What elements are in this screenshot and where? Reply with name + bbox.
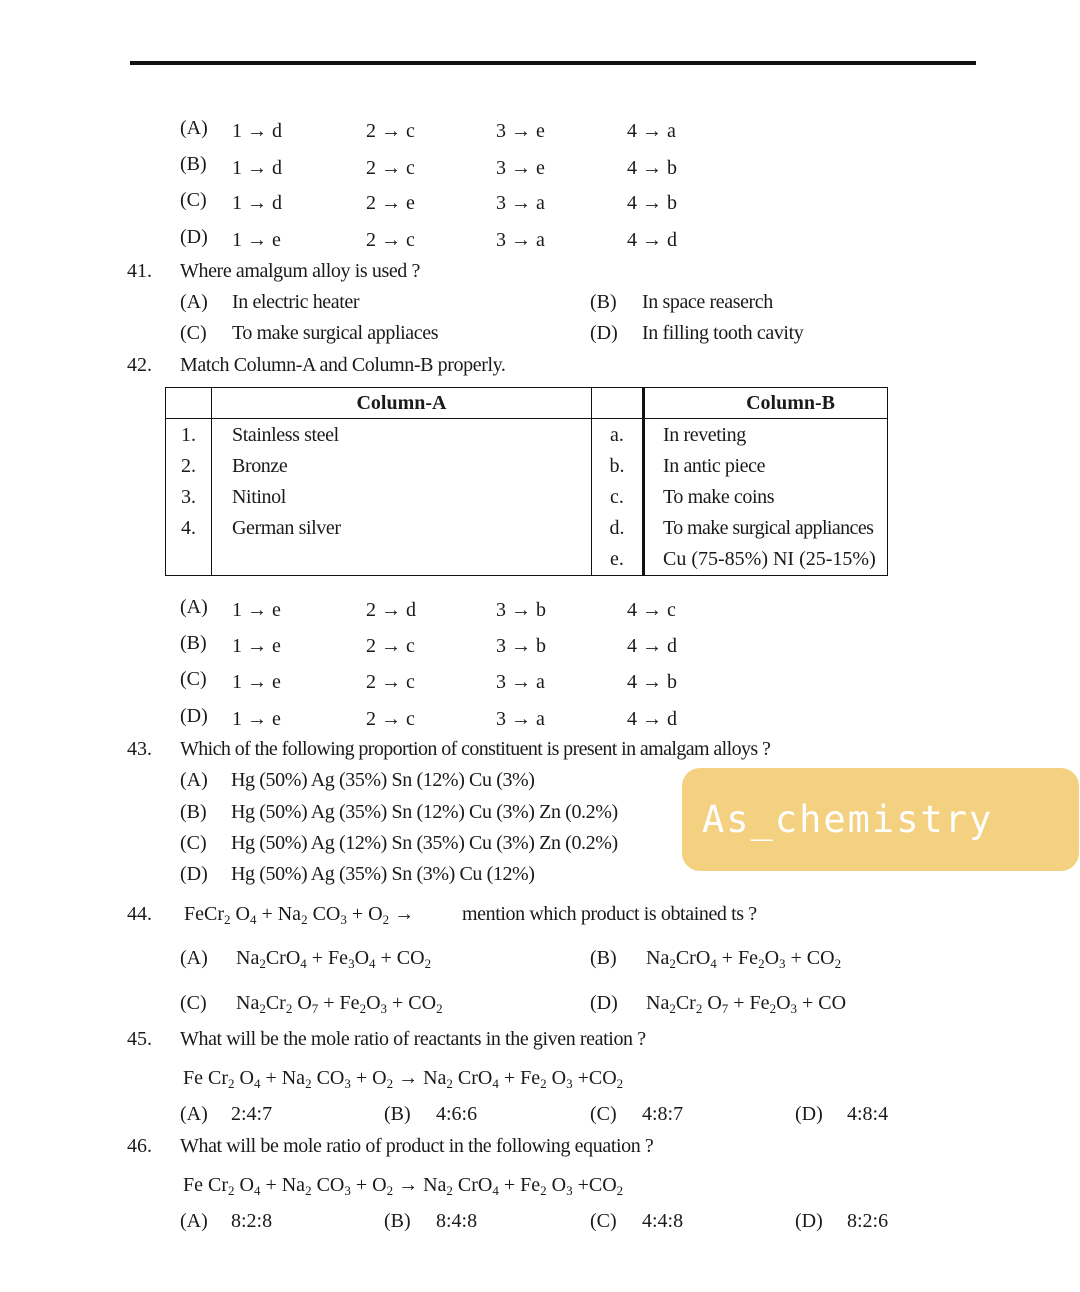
table-row	[166, 543, 888, 576]
option-label: (D)	[180, 226, 208, 248]
option-label: (B)	[180, 153, 207, 175]
match-pair: 1 → e	[232, 229, 281, 251]
option-label: (C)	[590, 1210, 617, 1232]
option-text: 8:4:8	[436, 1210, 478, 1232]
match-pair: 3 → e	[496, 120, 545, 142]
row-letter: b.	[592, 450, 644, 481]
match-pair: 2 → c	[366, 120, 415, 142]
row-number: 1.	[166, 419, 212, 451]
option-label: (D)	[795, 1210, 823, 1232]
reaction-equation: Fe $Cr_2$ $O_4 + Na_2$ $CO_3 + O_2 \to Na_2$ $CrO_4 + Fe_2$ $O_3 +CO_2$	[183, 1174, 624, 1198]
question-number: 43.	[127, 738, 152, 760]
column-a-cell: Stainless steel	[212, 419, 592, 451]
option-text: Hg (50%) Ag (35%) Sn (12%) Cu (3%) Zn (0.2%)	[231, 801, 618, 823]
option-text: Hg (50%) Ag (12%) Sn (35%) Cu (3%) Zn (0.2%)	[231, 832, 618, 854]
question-text: mention which product is obtained ts ?	[462, 903, 757, 925]
question-number: 42.	[127, 354, 152, 376]
match-pair: 1 → e	[232, 599, 281, 621]
column-b-header: Column-B	[644, 388, 888, 419]
option-text: 4:4:8	[642, 1210, 684, 1232]
option-text: 8:2:6	[847, 1210, 889, 1232]
match-pair: 4 → b	[627, 192, 677, 214]
option-label: (C)	[590, 1103, 617, 1125]
match-pair: 1 → d	[232, 120, 282, 142]
match-pair: 2 → d	[366, 599, 416, 621]
option-text: In space reaserch	[642, 291, 773, 313]
match-pair: 2 → c	[366, 708, 415, 730]
match-pair: 2 → e	[366, 192, 415, 214]
question-number: 45.	[127, 1028, 152, 1050]
match-pair: 3 → a	[496, 229, 545, 251]
match-pair: 3 → b	[496, 635, 546, 657]
option-text: In filling tooth cavity	[642, 322, 804, 344]
match-pair: 3 → a	[496, 708, 545, 730]
option-label: (D)	[590, 322, 618, 344]
option-label: (B)	[384, 1103, 411, 1125]
row-number	[166, 543, 212, 576]
match-pair: 4 → d	[627, 229, 677, 251]
question-number: 44.	[127, 903, 152, 925]
row-letter: c.	[592, 481, 644, 512]
option-text: 8:2:8	[231, 1210, 273, 1232]
option-formula: $Na_2Cr_2$ $O_7 + Fe_2O_3 + CO_2$	[236, 992, 443, 1016]
column-b-cell: In reveting	[663, 423, 746, 446]
option-text: 4:8:4	[847, 1103, 889, 1125]
option-formula: $Na_2CrO_4 + Fe_3O_4 + CO_2$	[236, 947, 432, 971]
question-text: Where amalgum alloy is used ?	[180, 260, 420, 282]
option-formula: $Na_2Cr_2$ $O_7 + Fe_2O_3$ + CO	[646, 992, 847, 1016]
match-pair: 1 → e	[232, 671, 281, 693]
option-label: (A)	[180, 1210, 208, 1232]
match-pair: 1 → d	[232, 192, 282, 214]
table-row	[166, 481, 888, 512]
question-text: Match Column-A and Column-B properly.	[180, 354, 506, 376]
match-pair: 1 → d	[232, 157, 282, 179]
option-label: (D)	[180, 863, 208, 885]
option-label: (C)	[180, 189, 207, 211]
option-label: (B)	[590, 947, 617, 969]
match-pair: 3 → b	[496, 599, 546, 621]
option-label: (A)	[180, 769, 208, 791]
column-a-cell	[212, 543, 592, 576]
option-label: (D)	[795, 1103, 823, 1125]
option-text: In electric heater	[232, 291, 360, 313]
match-pair: 3 → a	[496, 671, 545, 693]
option-label: (C)	[180, 832, 207, 854]
column-b-cell: To make coins	[663, 485, 775, 508]
row-number: 4.	[166, 512, 212, 543]
question-number: 46.	[127, 1135, 152, 1157]
option-label: (A)	[180, 596, 208, 618]
option-label: (A)	[180, 117, 208, 139]
row-number: 2.	[166, 450, 212, 481]
option-label: (A)	[180, 291, 208, 313]
match-pair: 3 → e	[496, 157, 545, 179]
option-text: 4:8:7	[642, 1103, 684, 1125]
match-pair: 2 → c	[366, 229, 415, 251]
question-text: What will be mole ratio of product in the following equation ?	[180, 1135, 654, 1157]
column-b-cell: Cu (75-85%) NI (25-15%)	[663, 548, 876, 570]
column-a-cell: Nitinol	[212, 481, 592, 512]
reaction-equation: FeCr$_2$ $O_4 + Na_2$ $CO_3 + O_2$ →	[184, 903, 415, 927]
table-row	[166, 419, 888, 451]
column-a-header: Column-A	[212, 388, 592, 419]
match-pair: 2 → c	[366, 671, 415, 693]
match-pair: 4 → d	[627, 708, 677, 730]
option-text: 4:6:6	[436, 1103, 478, 1125]
match-pair: 2 → c	[366, 635, 415, 657]
option-text: Hg (50%) Ag (35%) Sn (12%) Cu (3%)	[231, 769, 535, 791]
question-text: Which of the following proportion of constituent is present in amalgam alloys ?	[180, 738, 771, 760]
reaction-equation: Fe $Cr_2$ $O_4 + Na_2$ $CO_3 + O_2 \to Na_2$ $CrO_4 + Fe_2$ $O_3 +CO_2$	[183, 1067, 624, 1091]
table-header	[166, 388, 888, 419]
column-a-cell: Bronze	[212, 450, 592, 481]
option-label: (C)	[180, 322, 207, 344]
match-pair: 4 → b	[627, 671, 677, 693]
match-pair: 4 → c	[627, 599, 676, 621]
option-label: (D)	[590, 992, 618, 1014]
row-letter: a.	[592, 419, 644, 451]
option-label: (D)	[180, 705, 208, 727]
watermark-badge	[682, 768, 1079, 871]
column-b-cell: To make surgical appliances	[663, 516, 874, 539]
option-text: 2:4:7	[231, 1103, 273, 1125]
row-letter: d.	[592, 512, 644, 543]
option-label: (C)	[180, 992, 207, 1014]
column-a-cell: German silver	[212, 512, 592, 543]
table-row	[166, 512, 888, 543]
question-text: What will be the mole ratio of reactants in the given reation ?	[180, 1028, 646, 1050]
option-label: (B)	[590, 291, 617, 313]
option-label: (A)	[180, 947, 208, 969]
match-table	[165, 387, 888, 576]
match-pair: 3 → a	[496, 192, 545, 214]
match-pair: 4 → d	[627, 635, 677, 657]
table-row	[166, 450, 888, 481]
row-number: 3.	[166, 481, 212, 512]
option-label: (C)	[180, 668, 207, 690]
option-label: (B)	[180, 801, 207, 823]
option-formula: $Na_2CrO_4 + Fe_2O_3 + CO_2$	[646, 947, 842, 971]
option-label: (B)	[384, 1210, 411, 1232]
option-label: (B)	[180, 632, 207, 654]
match-pair: 1 → e	[232, 635, 281, 657]
option-label: (A)	[180, 1103, 208, 1125]
option-text: To make surgical appliaces	[232, 322, 439, 344]
top-rule	[130, 61, 976, 65]
watermark-text: As_chemistry	[702, 798, 994, 841]
row-letter: e.	[592, 543, 644, 576]
match-pair: 2 → c	[366, 157, 415, 179]
question-number: 41.	[127, 260, 152, 282]
match-pair: 4 → a	[627, 120, 676, 142]
match-pair: 4 → b	[627, 157, 677, 179]
column-b-cell: In antic piece	[663, 454, 766, 477]
match-pair: 1 → e	[232, 708, 281, 730]
option-text: Hg (50%) Ag (35%) Sn (3%) Cu (12%)	[231, 863, 535, 885]
